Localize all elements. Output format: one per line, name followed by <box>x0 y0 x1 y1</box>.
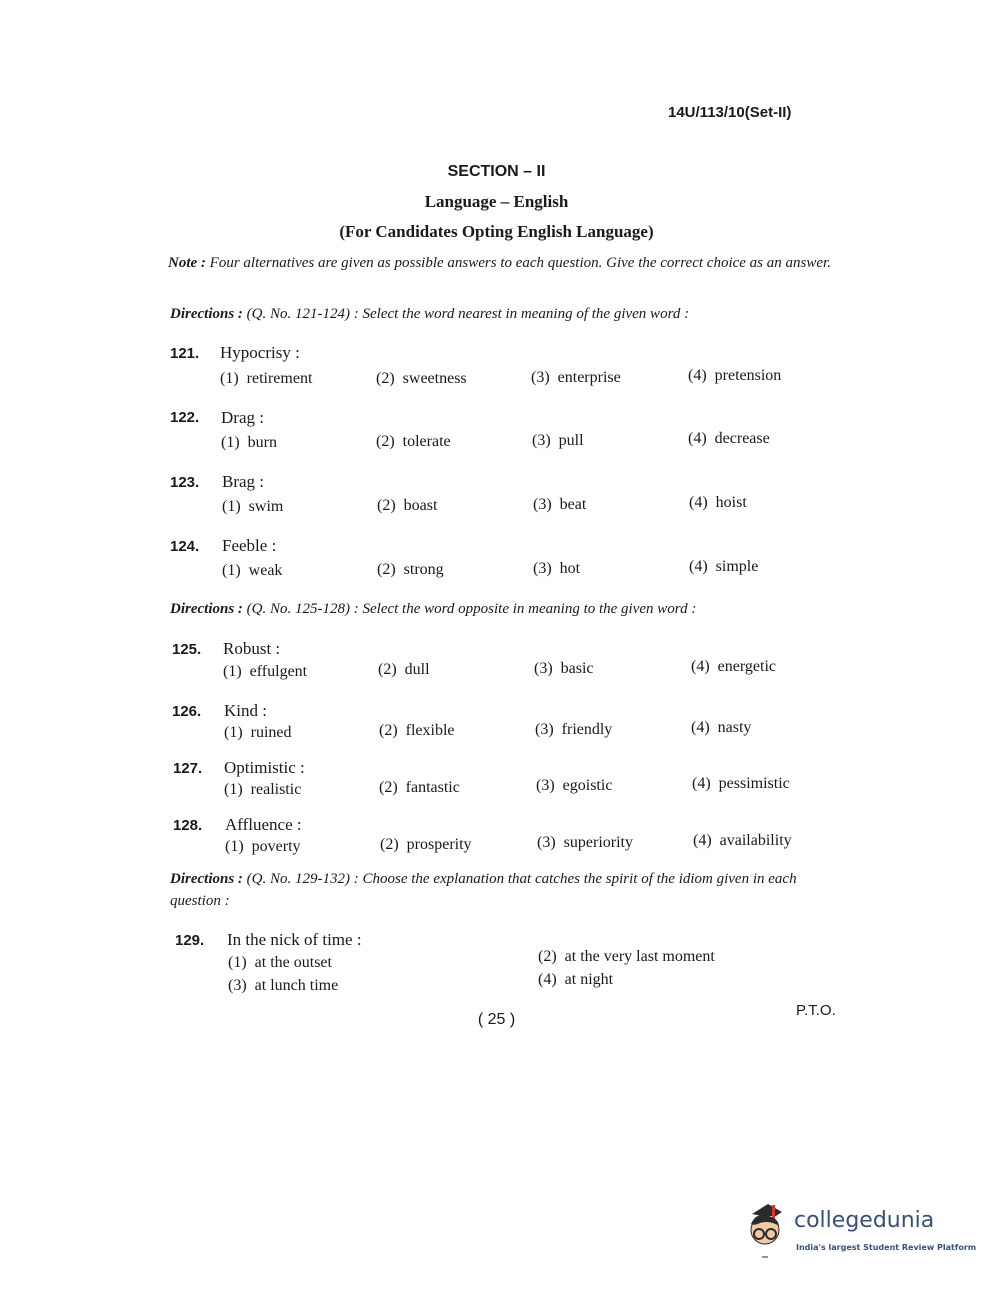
option-3 <box>534 660 594 678</box>
option-text: at night <box>564 971 614 988</box>
option-text: strong <box>403 561 444 578</box>
question-number: 128. <box>173 817 203 834</box>
question-word: Affluence : <box>225 815 302 834</box>
option-text: sweetness <box>402 370 467 387</box>
option-1 <box>224 781 301 799</box>
option-text: at the outset <box>254 954 332 971</box>
option-number: (3) <box>534 660 553 677</box>
brand-name: collegedunia <box>794 1208 935 1233</box>
option-4 <box>692 775 790 793</box>
option-4 <box>691 658 776 676</box>
question-word: In the nick of time : <box>227 930 362 949</box>
option-text: burn <box>247 434 277 451</box>
option-3 <box>532 432 584 450</box>
option-text: beat <box>559 496 587 513</box>
note <box>168 252 838 274</box>
option-4 <box>691 719 751 737</box>
option-3 <box>533 560 580 578</box>
option-number: (3) <box>535 721 554 738</box>
option-number: (1) <box>221 434 240 451</box>
option-text: poverty <box>251 838 301 855</box>
option-text: pretension <box>714 367 782 384</box>
option-text: superiority <box>563 834 633 851</box>
option-text: at lunch time <box>254 977 339 994</box>
option-text: pull <box>558 432 584 449</box>
option-3 <box>536 777 612 795</box>
option-2 <box>377 561 444 579</box>
option-number: (2) <box>377 561 396 578</box>
option-number: (3) <box>228 977 247 994</box>
question-word: Brag : <box>222 472 265 491</box>
option-number: (4) <box>689 558 708 575</box>
option-number: (2) <box>376 370 395 387</box>
option-1 <box>223 663 307 681</box>
option-text: availability <box>719 832 792 849</box>
option-number: (1) <box>224 781 243 798</box>
question-word: Kind : <box>224 701 267 720</box>
option-3 <box>228 977 338 995</box>
question-word: Drag : <box>221 408 264 427</box>
option-text: hot <box>559 560 581 577</box>
option-number: (4) <box>689 494 708 511</box>
option-4 <box>688 430 770 448</box>
question-number: 125. <box>172 641 202 658</box>
option-number: (1) <box>220 370 239 387</box>
section-title: SECTION – II <box>447 163 546 180</box>
option-2 <box>379 779 460 797</box>
option-text: egoistic <box>562 777 613 794</box>
option-number: (4) <box>692 775 711 792</box>
option-4 <box>688 367 781 385</box>
option-text: at the very last moment <box>564 948 715 965</box>
option-1 <box>224 724 292 742</box>
option-text: decrease <box>714 430 770 447</box>
question-number: 121. <box>170 345 200 362</box>
option-number: (2) <box>380 836 399 853</box>
option-number: (1) <box>225 838 244 855</box>
option-number: (3) <box>531 369 550 386</box>
option-text: prosperity <box>406 836 472 853</box>
option-3 <box>537 834 633 852</box>
option-3 <box>535 721 612 739</box>
option-3 <box>531 369 621 387</box>
paper-code: 14U/113/10(Set-II) <box>668 104 792 121</box>
question-word: Hypocrisy : <box>220 343 300 362</box>
option-1 <box>221 434 277 452</box>
option-text: basic <box>560 660 594 677</box>
option-number: (4) <box>538 971 557 988</box>
option-4 <box>538 971 613 989</box>
option-4 <box>693 832 792 850</box>
question-word: Optimistic : <box>224 758 305 777</box>
option-number: (3) <box>532 432 551 449</box>
question-number: 122. <box>170 409 200 426</box>
option-number: (1) <box>222 562 241 579</box>
option-4 <box>689 558 758 576</box>
note-label: Note : <box>168 255 206 271</box>
option-text: friendly <box>561 721 613 738</box>
option-text: retirement <box>246 370 313 387</box>
option-number: (4) <box>688 430 707 447</box>
option-text: effulgent <box>249 663 308 680</box>
question-number: 126. <box>172 703 202 720</box>
option-number: (1) <box>223 663 242 680</box>
option-number: (2) <box>377 497 396 514</box>
option-2 <box>377 497 437 515</box>
option-text: weak <box>248 562 283 579</box>
option-text: ruined <box>250 724 292 741</box>
option-2 <box>538 948 715 966</box>
question-number: 127. <box>173 760 203 777</box>
option-2 <box>379 722 455 740</box>
option-text: simple <box>715 558 759 575</box>
directions-121-124 <box>170 303 840 325</box>
option-text: energetic <box>717 658 776 675</box>
directions-text: (Q. No. 125-128) : Select the word opposite in meaning to the given word : <box>246 601 697 617</box>
option-number: (4) <box>691 719 710 736</box>
page-number: ( 25 ) <box>477 1011 516 1028</box>
option-number: (2) <box>379 722 398 739</box>
directions-label: Directions : <box>170 601 243 617</box>
option-number: (3) <box>537 834 556 851</box>
option-2 <box>376 370 467 388</box>
option-2 <box>376 433 451 451</box>
option-number: (4) <box>688 367 707 384</box>
option-number: (1) <box>228 954 247 971</box>
option-text: realistic <box>250 781 302 798</box>
option-text: dull <box>404 661 430 678</box>
option-number: (2) <box>379 779 398 796</box>
option-4 <box>689 494 747 512</box>
note-text: Four alternatives are given as possible answers to each question. Give the correct choice as an answer. <box>209 255 831 271</box>
option-number: (3) <box>533 560 552 577</box>
option-1 <box>222 562 282 580</box>
option-text: hoist <box>715 494 747 511</box>
directions-text: (Q. No. 129-132) : Choose the explanation that catches the spirit of the idiom given in each question : <box>170 871 797 909</box>
option-2 <box>378 661 430 679</box>
option-text: enterprise <box>557 369 621 386</box>
option-number: (4) <box>693 832 712 849</box>
option-number: (2) <box>538 948 557 965</box>
pto-label: P.T.O. <box>796 1002 836 1019</box>
directions-text: (Q. No. 121-124) : Select the word nearest in meaning of the given word : <box>246 306 690 322</box>
option-text: swim <box>248 498 284 515</box>
question-number: 129. <box>175 932 205 949</box>
option-text: pessimistic <box>718 775 790 792</box>
option-text: boast <box>403 497 438 514</box>
section-subtitle: Language – English <box>424 192 569 211</box>
directions-125-128 <box>170 598 840 620</box>
option-number: (1) <box>222 498 241 515</box>
option-2 <box>380 836 472 854</box>
directions-label: Directions : <box>170 306 243 322</box>
question-number: 123. <box>170 474 200 491</box>
option-1 <box>228 954 332 972</box>
directions-label: Directions : <box>170 871 243 887</box>
option-number: (1) <box>224 724 243 741</box>
option-text: fantastic <box>405 779 460 796</box>
option-number: (3) <box>533 496 552 513</box>
option-3 <box>533 496 586 514</box>
option-number: (2) <box>378 661 397 678</box>
option-text: tolerate <box>402 433 451 450</box>
option-number: (4) <box>691 658 710 675</box>
option-text: nasty <box>717 719 752 736</box>
option-1 <box>220 370 312 388</box>
option-number: (3) <box>536 777 555 794</box>
brand-tagline: India's largest Student Review Platform <box>796 1243 977 1252</box>
option-number: (2) <box>376 433 395 450</box>
directions-129-132 <box>170 868 840 912</box>
question-number: 124. <box>170 538 200 555</box>
option-text: flexible <box>405 722 455 739</box>
option-1 <box>222 498 283 516</box>
section-subtitle-2: (For Candidates Opting English Language) <box>339 222 654 241</box>
question-word: Robust : <box>223 639 281 658</box>
question-word: Feeble : <box>222 536 277 555</box>
option-1 <box>225 838 301 856</box>
